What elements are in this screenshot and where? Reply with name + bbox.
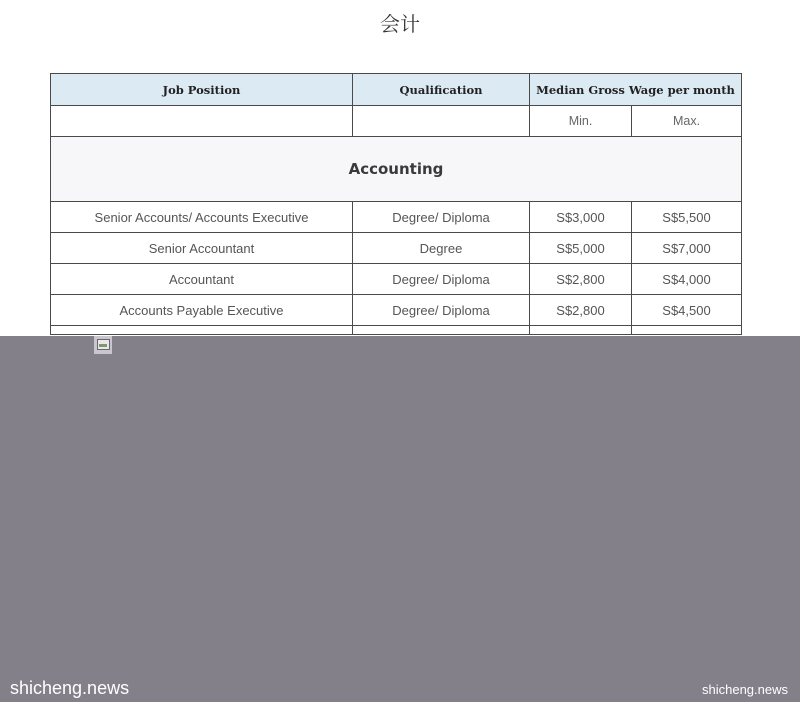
- subheader-min: Min.: [530, 106, 632, 137]
- section-row: [51, 137, 742, 202]
- table-header-row: [51, 74, 742, 106]
- table-row: [51, 233, 742, 264]
- table-row-truncated: [51, 326, 742, 335]
- header-qualification: Qualification: [353, 74, 530, 106]
- table-row: [51, 295, 742, 326]
- cell-min: S$3,000: [530, 202, 632, 233]
- cell-min: S$2,800: [530, 295, 632, 326]
- page-title: 会计: [380, 12, 420, 36]
- watermark-right: shicheng.news: [702, 682, 788, 697]
- salary-table: [50, 73, 742, 335]
- cell-qualification: Degree/ Diploma: [353, 202, 530, 233]
- header-median-wage: Median Gross Wage per month: [530, 74, 742, 106]
- cell-max: S$7,000: [632, 233, 742, 264]
- gray-overlay: [0, 336, 800, 702]
- cell-position: Accountant: [51, 264, 353, 295]
- cell-max: S$4,500: [632, 295, 742, 326]
- table-row: [51, 202, 742, 233]
- header-job-position: Job Position: [51, 74, 353, 106]
- table-subheader-row: [51, 106, 742, 137]
- subheader-empty-qualification: [353, 106, 530, 137]
- cell-position: Senior Accounts/ Accounts Executive: [51, 202, 353, 233]
- cell-max: S$5,500: [632, 202, 742, 233]
- cell-qualification: Degree: [353, 233, 530, 264]
- cell-qualification: Degree/ Diploma: [353, 264, 530, 295]
- cell-min: S$5,000: [530, 233, 632, 264]
- cell-position: Senior Accountant: [51, 233, 353, 264]
- cell-min: S$2,800: [530, 264, 632, 295]
- cell-position: Accounts Payable Executive: [51, 295, 353, 326]
- cell-qualification: Degree/ Diploma: [353, 295, 530, 326]
- watermark-left: shicheng.news: [10, 678, 130, 698]
- section-title-accounting: Accounting: [51, 137, 742, 202]
- subheader-max: Max.: [632, 106, 742, 137]
- broken-image-icon: [94, 336, 112, 354]
- table-row: [51, 264, 742, 295]
- subheader-empty-position: [51, 106, 353, 137]
- cell-max: S$4,000: [632, 264, 742, 295]
